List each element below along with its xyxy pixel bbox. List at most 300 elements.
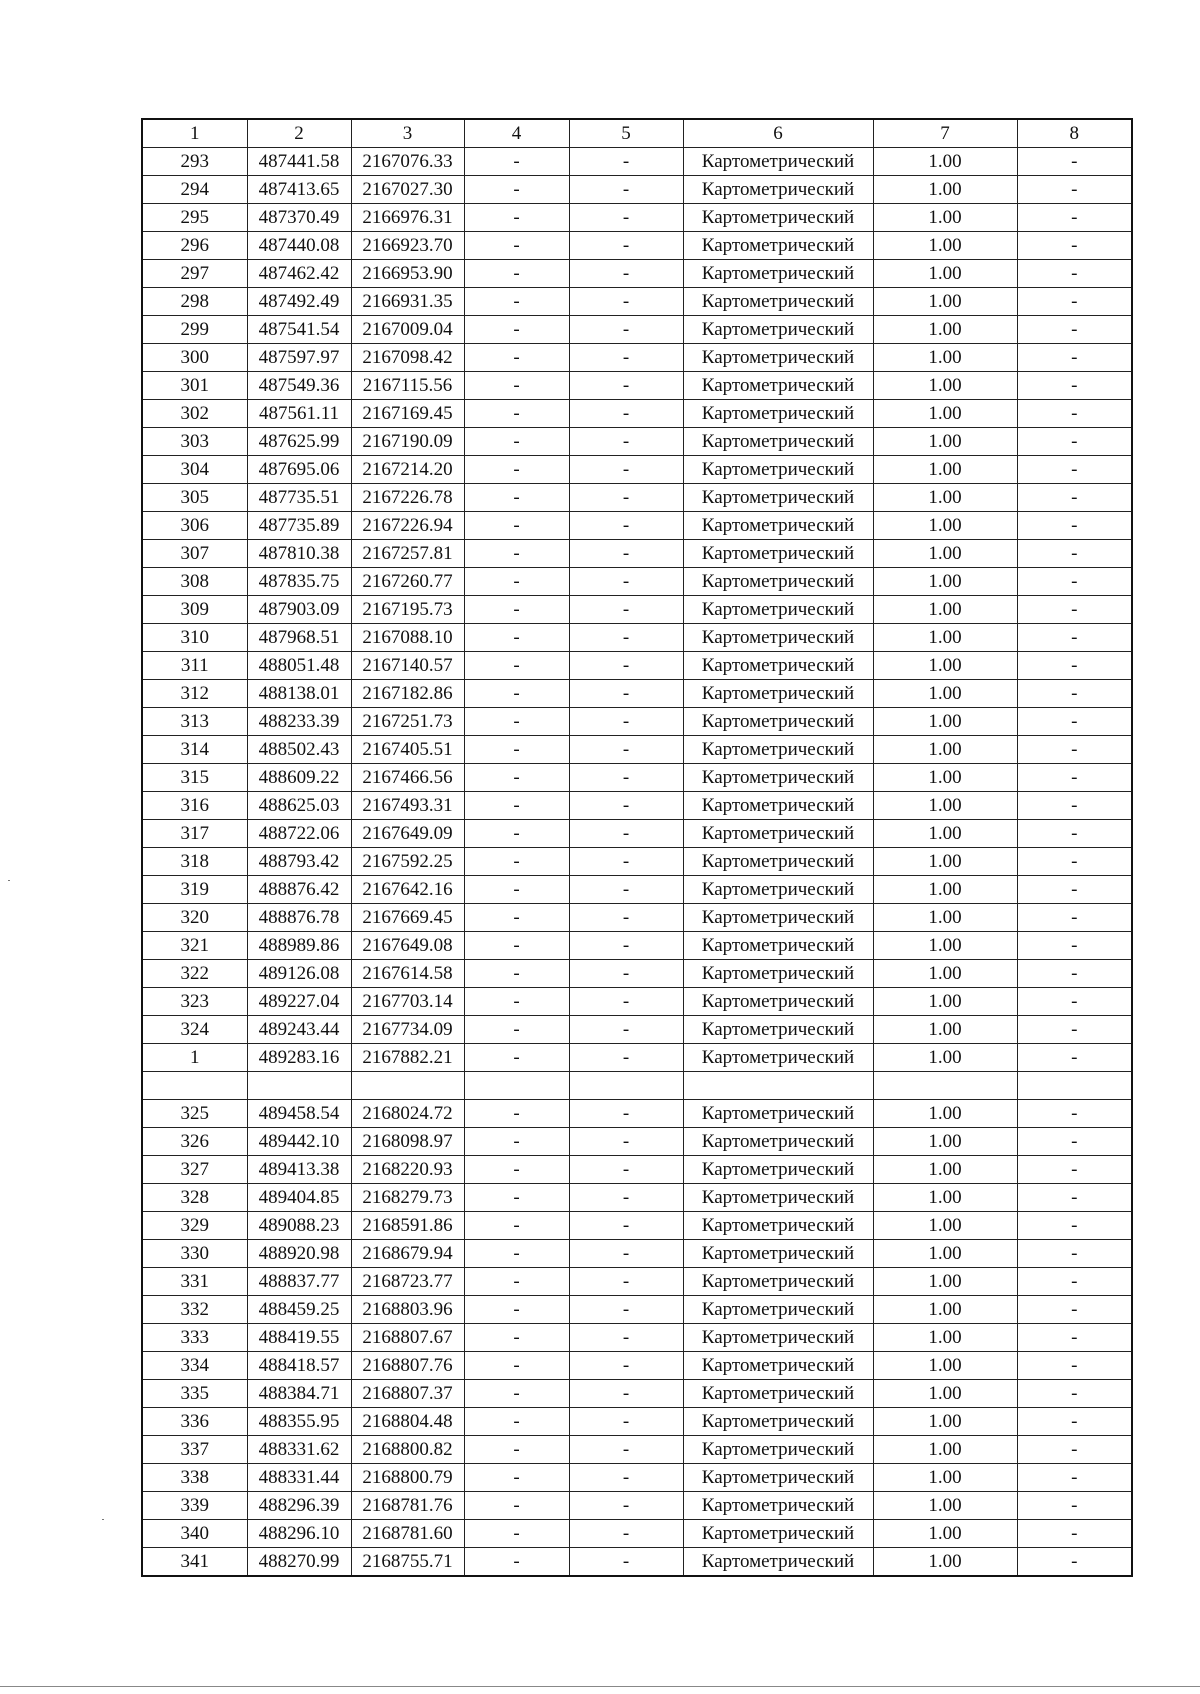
x-coordinate-cell: 488502.43 xyxy=(247,736,351,764)
x-coordinate-cell: 487462.42 xyxy=(247,260,351,288)
y-coordinate-cell: 2168807.76 xyxy=(351,1352,464,1380)
col8-cell: - xyxy=(1017,764,1132,792)
col4-cell: - xyxy=(464,680,569,708)
accuracy-cell: 1.00 xyxy=(873,372,1017,400)
x-coordinate-cell: 488876.42 xyxy=(247,876,351,904)
method-cell xyxy=(683,1072,873,1100)
method-cell: Картометрический xyxy=(683,400,873,428)
col5-cell: - xyxy=(569,540,683,568)
point-number-cell: 294 xyxy=(142,176,247,204)
col5-cell: - xyxy=(569,1324,683,1352)
col4-cell: - xyxy=(464,1520,569,1548)
y-coordinate-cell: 2167098.42 xyxy=(351,344,464,372)
col5-cell: - xyxy=(569,428,683,456)
table-row xyxy=(142,176,1132,204)
method-cell: Картометрический xyxy=(683,792,873,820)
y-coordinate-cell: 2167260.77 xyxy=(351,568,464,596)
col4-cell: - xyxy=(464,1296,569,1324)
col5-cell: - xyxy=(569,512,683,540)
table-row xyxy=(142,316,1132,344)
point-number-cell: 312 xyxy=(142,680,247,708)
point-number-cell: 296 xyxy=(142,232,247,260)
col5-cell: - xyxy=(569,876,683,904)
col8-cell: - xyxy=(1017,316,1132,344)
col8-cell: - xyxy=(1017,540,1132,568)
table-row xyxy=(142,1212,1132,1240)
table-row xyxy=(142,708,1132,736)
table-row xyxy=(142,512,1132,540)
col5-cell: - xyxy=(569,932,683,960)
method-cell: Картометрический xyxy=(683,1240,873,1268)
point-number-cell: 295 xyxy=(142,204,247,232)
table-row xyxy=(142,232,1132,260)
y-coordinate-cell xyxy=(351,1072,464,1100)
x-coordinate-cell: 487597.97 xyxy=(247,344,351,372)
y-coordinate-cell: 2167140.57 xyxy=(351,652,464,680)
col4-cell: - xyxy=(464,1436,569,1464)
method-cell: Картометрический xyxy=(683,624,873,652)
accuracy-cell: 1.00 xyxy=(873,960,1017,988)
accuracy-cell: 1.00 xyxy=(873,1268,1017,1296)
col8-cell: - xyxy=(1017,204,1132,232)
column-header-3: 3 xyxy=(351,119,464,148)
point-number-cell: 311 xyxy=(142,652,247,680)
table-row xyxy=(142,848,1132,876)
col5-cell xyxy=(569,1072,683,1100)
y-coordinate-cell: 2168279.73 xyxy=(351,1184,464,1212)
col5-cell: - xyxy=(569,1100,683,1128)
col4-cell: - xyxy=(464,820,569,848)
col8-cell: - xyxy=(1017,1380,1132,1408)
col5-cell: - xyxy=(569,204,683,232)
x-coordinate-cell: 489283.16 xyxy=(247,1044,351,1072)
coordinates-table xyxy=(141,118,1133,1577)
accuracy-cell: 1.00 xyxy=(873,400,1017,428)
x-coordinate-cell: 488233.39 xyxy=(247,708,351,736)
col5-cell: - xyxy=(569,960,683,988)
column-header-2: 2 xyxy=(247,119,351,148)
point-number-cell: 301 xyxy=(142,372,247,400)
col4-cell: - xyxy=(464,1128,569,1156)
table-row xyxy=(142,428,1132,456)
y-coordinate-cell: 2168807.37 xyxy=(351,1380,464,1408)
y-coordinate-cell: 2167642.16 xyxy=(351,876,464,904)
method-cell: Картометрический xyxy=(683,1128,873,1156)
table-row xyxy=(142,260,1132,288)
col4-cell: - xyxy=(464,792,569,820)
col5-cell: - xyxy=(569,1016,683,1044)
col4-cell: - xyxy=(464,1044,569,1072)
point-number-cell: 305 xyxy=(142,484,247,512)
point-number-cell: 323 xyxy=(142,988,247,1016)
point-number-cell: 340 xyxy=(142,1520,247,1548)
x-coordinate-cell: 487561.11 xyxy=(247,400,351,428)
method-cell: Картометрический xyxy=(683,204,873,232)
col4-cell: - xyxy=(464,708,569,736)
method-cell: Картометрический xyxy=(683,848,873,876)
col8-cell: - xyxy=(1017,820,1132,848)
col8-cell: - xyxy=(1017,288,1132,316)
accuracy-cell: 1.00 xyxy=(873,624,1017,652)
column-header-1: 1 xyxy=(142,119,247,148)
method-cell: Картометрический xyxy=(683,176,873,204)
method-cell: Картометрический xyxy=(683,904,873,932)
col4-cell: - xyxy=(464,484,569,512)
accuracy-cell: 1.00 xyxy=(873,1436,1017,1464)
col8-cell: - xyxy=(1017,428,1132,456)
col5-cell: - xyxy=(569,904,683,932)
table-row xyxy=(142,456,1132,484)
accuracy-cell: 1.00 xyxy=(873,1128,1017,1156)
method-cell: Картометрический xyxy=(683,960,873,988)
x-coordinate-cell: 488989.86 xyxy=(247,932,351,960)
y-coordinate-cell: 2167493.31 xyxy=(351,792,464,820)
col4-cell: - xyxy=(464,988,569,1016)
point-number-cell: 298 xyxy=(142,288,247,316)
col5-cell: - xyxy=(569,344,683,372)
accuracy-cell: 1.00 xyxy=(873,736,1017,764)
col4-cell: - xyxy=(464,1324,569,1352)
col4-cell: - xyxy=(464,904,569,932)
table-row xyxy=(142,1548,1132,1577)
accuracy-cell: 1.00 xyxy=(873,1548,1017,1577)
col4-cell: - xyxy=(464,624,569,652)
col8-cell: - xyxy=(1017,1436,1132,1464)
col4-cell: - xyxy=(464,1464,569,1492)
method-cell: Картометрический xyxy=(683,1296,873,1324)
document-page xyxy=(141,118,1133,1577)
table-row xyxy=(142,148,1132,176)
method-cell: Картометрический xyxy=(683,988,873,1016)
point-number-cell: 328 xyxy=(142,1184,247,1212)
x-coordinate-cell: 488418.57 xyxy=(247,1352,351,1380)
col8-cell: - xyxy=(1017,904,1132,932)
table-row xyxy=(142,1464,1132,1492)
x-coordinate-cell: 487810.38 xyxy=(247,540,351,568)
table-row xyxy=(142,1296,1132,1324)
method-cell: Картометрический xyxy=(683,1520,873,1548)
col8-cell: - xyxy=(1017,1044,1132,1072)
col8-cell: - xyxy=(1017,680,1132,708)
col4-cell: - xyxy=(464,1548,569,1577)
point-number-cell: 309 xyxy=(142,596,247,624)
y-coordinate-cell: 2168800.82 xyxy=(351,1436,464,1464)
col5-cell: - xyxy=(569,1548,683,1577)
accuracy-cell: 1.00 xyxy=(873,204,1017,232)
x-coordinate-cell: 488138.01 xyxy=(247,680,351,708)
x-coordinate-cell: 487735.89 xyxy=(247,512,351,540)
table-row xyxy=(142,1324,1132,1352)
table-body xyxy=(142,148,1132,1577)
x-coordinate-cell: 489243.44 xyxy=(247,1016,351,1044)
col4-cell: - xyxy=(464,176,569,204)
col5-cell: - xyxy=(569,736,683,764)
col4-cell: - xyxy=(464,428,569,456)
table-row xyxy=(142,792,1132,820)
accuracy-cell: 1.00 xyxy=(873,232,1017,260)
col8-cell: - xyxy=(1017,1492,1132,1520)
method-cell: Картометрический xyxy=(683,540,873,568)
method-cell: Картометрический xyxy=(683,736,873,764)
point-number-cell: 316 xyxy=(142,792,247,820)
y-coordinate-cell: 2166953.90 xyxy=(351,260,464,288)
method-cell: Картометрический xyxy=(683,1492,873,1520)
y-coordinate-cell: 2167734.09 xyxy=(351,1016,464,1044)
col4-cell: - xyxy=(464,1100,569,1128)
col4-cell xyxy=(464,1072,569,1100)
table-row xyxy=(142,652,1132,680)
x-coordinate-cell: 487441.58 xyxy=(247,148,351,176)
col8-cell: - xyxy=(1017,344,1132,372)
point-number-cell: 324 xyxy=(142,1016,247,1044)
y-coordinate-cell: 2167703.14 xyxy=(351,988,464,1016)
accuracy-cell: 1.00 xyxy=(873,1212,1017,1240)
col5-cell: - xyxy=(569,680,683,708)
col5-cell: - xyxy=(569,1380,683,1408)
method-cell: Картометрический xyxy=(683,820,873,848)
x-coordinate-cell: 488355.95 xyxy=(247,1408,351,1436)
point-number-cell: 308 xyxy=(142,568,247,596)
col4-cell: - xyxy=(464,372,569,400)
point-number-cell: 332 xyxy=(142,1296,247,1324)
column-header-4: 4 xyxy=(464,119,569,148)
col4-cell: - xyxy=(464,1380,569,1408)
x-coordinate-cell: 489413.38 xyxy=(247,1156,351,1184)
scan-speck xyxy=(102,1519,104,1520)
col8-cell: - xyxy=(1017,1184,1132,1212)
method-cell: Картометрический xyxy=(683,1464,873,1492)
y-coordinate-cell: 2168781.60 xyxy=(351,1520,464,1548)
point-number-cell: 337 xyxy=(142,1436,247,1464)
point-number-cell: 322 xyxy=(142,960,247,988)
col5-cell: - xyxy=(569,1296,683,1324)
method-cell: Картометрический xyxy=(683,680,873,708)
col4-cell: - xyxy=(464,848,569,876)
x-coordinate-cell: 488270.99 xyxy=(247,1548,351,1577)
method-cell: Картометрический xyxy=(683,568,873,596)
col8-cell: - xyxy=(1017,988,1132,1016)
col4-cell: - xyxy=(464,652,569,680)
method-cell: Картометрический xyxy=(683,1436,873,1464)
table-row xyxy=(142,764,1132,792)
col8-cell: - xyxy=(1017,876,1132,904)
table-row xyxy=(142,1492,1132,1520)
point-number-cell: 321 xyxy=(142,932,247,960)
table-row xyxy=(142,344,1132,372)
accuracy-cell: 1.00 xyxy=(873,1296,1017,1324)
point-number-cell: 307 xyxy=(142,540,247,568)
accuracy-cell: 1.00 xyxy=(873,1492,1017,1520)
accuracy-cell: 1.00 xyxy=(873,260,1017,288)
point-number-cell: 341 xyxy=(142,1548,247,1577)
method-cell: Картометрический xyxy=(683,1408,873,1436)
col8-cell: - xyxy=(1017,1268,1132,1296)
col4-cell: - xyxy=(464,232,569,260)
col8-cell: - xyxy=(1017,1520,1132,1548)
x-coordinate-cell: 488296.39 xyxy=(247,1492,351,1520)
point-number-cell: 304 xyxy=(142,456,247,484)
y-coordinate-cell: 2168781.76 xyxy=(351,1492,464,1520)
col5-cell: - xyxy=(569,232,683,260)
x-coordinate-cell: 489227.04 xyxy=(247,988,351,1016)
col8-cell: - xyxy=(1017,1100,1132,1128)
method-cell: Картометрический xyxy=(683,1156,873,1184)
accuracy-cell: 1.00 xyxy=(873,708,1017,736)
x-coordinate-cell: 488837.77 xyxy=(247,1268,351,1296)
x-coordinate-cell: 488876.78 xyxy=(247,904,351,932)
col5-cell: - xyxy=(569,1268,683,1296)
accuracy-cell: 1.00 xyxy=(873,456,1017,484)
col8-cell: - xyxy=(1017,736,1132,764)
y-coordinate-cell: 2168800.79 xyxy=(351,1464,464,1492)
method-cell: Картометрический xyxy=(683,456,873,484)
col4-cell: - xyxy=(464,1492,569,1520)
col8-cell: - xyxy=(1017,400,1132,428)
header-row xyxy=(142,119,1132,148)
accuracy-cell: 1.00 xyxy=(873,1240,1017,1268)
method-cell: Картометрический xyxy=(683,708,873,736)
table-row xyxy=(142,1520,1132,1548)
col4-cell: - xyxy=(464,148,569,176)
accuracy-cell: 1.00 xyxy=(873,792,1017,820)
point-number-cell: 320 xyxy=(142,904,247,932)
point-number-cell: 326 xyxy=(142,1128,247,1156)
scan-edge-line xyxy=(0,1686,1200,1687)
y-coordinate-cell: 2166931.35 xyxy=(351,288,464,316)
table-row xyxy=(142,1408,1132,1436)
col4-cell: - xyxy=(464,1408,569,1436)
table-row xyxy=(142,988,1132,1016)
y-coordinate-cell: 2167076.33 xyxy=(351,148,464,176)
col4-cell: - xyxy=(464,1240,569,1268)
point-number-cell: 327 xyxy=(142,1156,247,1184)
accuracy-cell: 1.00 xyxy=(873,1016,1017,1044)
x-coordinate-cell: 487370.49 xyxy=(247,204,351,232)
y-coordinate-cell: 2167649.08 xyxy=(351,932,464,960)
col5-cell: - xyxy=(569,288,683,316)
y-coordinate-cell: 2167614.58 xyxy=(351,960,464,988)
col8-cell: - xyxy=(1017,792,1132,820)
x-coordinate-cell: 489088.23 xyxy=(247,1212,351,1240)
accuracy-cell: 1.00 xyxy=(873,904,1017,932)
col4-cell: - xyxy=(464,736,569,764)
y-coordinate-cell: 2168591.86 xyxy=(351,1212,464,1240)
accuracy-cell xyxy=(873,1072,1017,1100)
table-row xyxy=(142,372,1132,400)
method-cell: Картометрический xyxy=(683,316,873,344)
x-coordinate-cell: 487625.99 xyxy=(247,428,351,456)
table-row xyxy=(142,1156,1132,1184)
col4-cell: - xyxy=(464,1268,569,1296)
method-cell: Картометрический xyxy=(683,232,873,260)
col4-cell: - xyxy=(464,1212,569,1240)
method-cell: Картометрический xyxy=(683,148,873,176)
point-number-cell: 338 xyxy=(142,1464,247,1492)
accuracy-cell: 1.00 xyxy=(873,1408,1017,1436)
method-cell: Картометрический xyxy=(683,372,873,400)
accuracy-cell: 1.00 xyxy=(873,484,1017,512)
y-coordinate-cell: 2168723.77 xyxy=(351,1268,464,1296)
x-coordinate-cell: 487492.49 xyxy=(247,288,351,316)
col4-cell: - xyxy=(464,260,569,288)
x-coordinate-cell: 487541.54 xyxy=(247,316,351,344)
table-row xyxy=(142,400,1132,428)
col8-cell: - xyxy=(1017,1464,1132,1492)
accuracy-cell: 1.00 xyxy=(873,288,1017,316)
col5-cell: - xyxy=(569,596,683,624)
point-number-cell: 314 xyxy=(142,736,247,764)
col5-cell: - xyxy=(569,1128,683,1156)
x-coordinate-cell: 488384.71 xyxy=(247,1380,351,1408)
table-row xyxy=(142,680,1132,708)
column-header-6: 6 xyxy=(683,119,873,148)
col5-cell: - xyxy=(569,1464,683,1492)
col5-cell: - xyxy=(569,624,683,652)
point-number-cell: 336 xyxy=(142,1408,247,1436)
y-coordinate-cell: 2168220.93 xyxy=(351,1156,464,1184)
col4-cell: - xyxy=(464,512,569,540)
col8-cell: - xyxy=(1017,568,1132,596)
y-coordinate-cell: 2168803.96 xyxy=(351,1296,464,1324)
col8-cell: - xyxy=(1017,960,1132,988)
table-row xyxy=(142,960,1132,988)
accuracy-cell: 1.00 xyxy=(873,316,1017,344)
method-cell: Картометрический xyxy=(683,1380,873,1408)
table-row xyxy=(142,904,1132,932)
col4-cell: - xyxy=(464,344,569,372)
col8-cell xyxy=(1017,1072,1132,1100)
col8-cell: - xyxy=(1017,1352,1132,1380)
y-coordinate-cell: 2167226.94 xyxy=(351,512,464,540)
method-cell: Картометрический xyxy=(683,484,873,512)
y-coordinate-cell: 2167195.73 xyxy=(351,596,464,624)
col8-cell: - xyxy=(1017,652,1132,680)
table-row xyxy=(142,1380,1132,1408)
col4-cell: - xyxy=(464,932,569,960)
col4-cell: - xyxy=(464,1156,569,1184)
point-number-cell: 325 xyxy=(142,1100,247,1128)
col4-cell: - xyxy=(464,540,569,568)
col5-cell: - xyxy=(569,848,683,876)
col4-cell: - xyxy=(464,596,569,624)
col8-cell: - xyxy=(1017,1324,1132,1352)
table-row xyxy=(142,624,1132,652)
point-number-cell: 329 xyxy=(142,1212,247,1240)
x-coordinate-cell: 488793.42 xyxy=(247,848,351,876)
method-cell: Картометрический xyxy=(683,1352,873,1380)
table-row xyxy=(142,484,1132,512)
method-cell: Картометрический xyxy=(683,652,873,680)
x-coordinate-cell: 488459.25 xyxy=(247,1296,351,1324)
accuracy-cell: 1.00 xyxy=(873,820,1017,848)
point-number-cell: 313 xyxy=(142,708,247,736)
table-row xyxy=(142,1100,1132,1128)
x-coordinate-cell: 489458.54 xyxy=(247,1100,351,1128)
y-coordinate-cell: 2167182.86 xyxy=(351,680,464,708)
col8-cell: - xyxy=(1017,1156,1132,1184)
table-row xyxy=(142,288,1132,316)
col5-cell: - xyxy=(569,1156,683,1184)
method-cell: Картометрический xyxy=(683,596,873,624)
method-cell: Картометрический xyxy=(683,1548,873,1577)
y-coordinate-cell: 2167649.09 xyxy=(351,820,464,848)
method-cell: Картометрический xyxy=(683,1016,873,1044)
point-number-cell: 319 xyxy=(142,876,247,904)
point-number-cell: 339 xyxy=(142,1492,247,1520)
method-cell: Картометрический xyxy=(683,1268,873,1296)
point-number-cell: 1 xyxy=(142,1044,247,1072)
col5-cell: - xyxy=(569,1212,683,1240)
